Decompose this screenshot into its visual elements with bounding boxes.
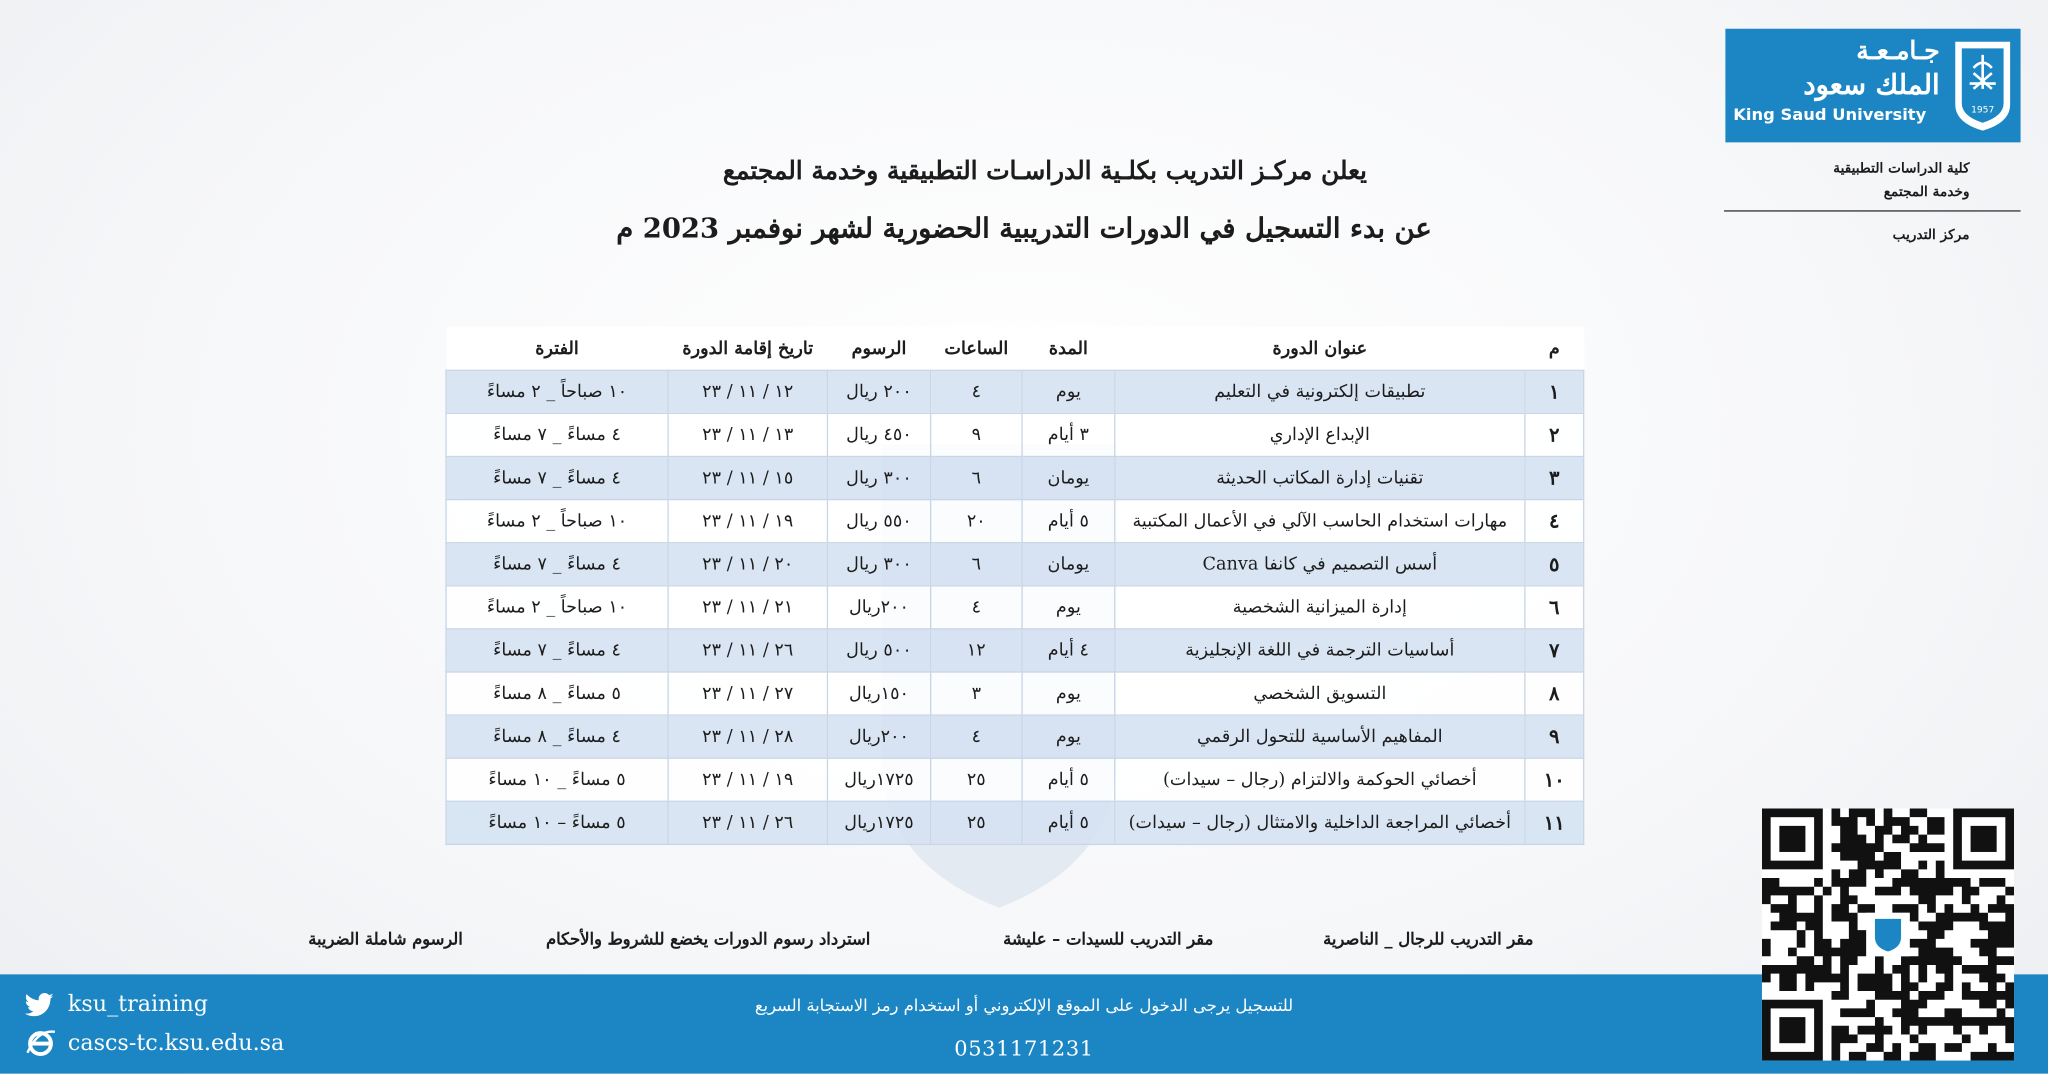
emblem-year: 1957: [1971, 105, 1995, 116]
cell-duration: ٤ أيام: [1022, 629, 1115, 672]
cell-fee: ٢٠٠ ريال: [827, 370, 930, 413]
cell-date: ١٩ / ١١ / ٢٣: [668, 758, 827, 801]
cell-fee: ٥٥٠ ريال: [827, 500, 930, 543]
cell-title: مهارات استخدام الحاسب الآلي في الأعمال المكتبية: [1115, 500, 1525, 543]
cell-title: التسويق الشخصي: [1115, 672, 1525, 715]
header-date: تاريخ إقامة الدورة: [668, 327, 827, 371]
twitter-icon: [24, 993, 55, 1019]
refund-note: استرداد رسوم الدورات يخضع للشروط والأحكام: [545, 928, 871, 949]
cell-num: ٩: [1525, 715, 1584, 758]
cell-num: ٢: [1525, 413, 1584, 456]
cell-duration: ٥ أيام: [1022, 500, 1115, 543]
cell-period: ٤ مساءً _ ٧ مساءً: [446, 629, 668, 672]
announcement-title: يعلن مركـز التدريب بكلـية الدراسـات التطبيقية وخدمة المجتمع: [722, 156, 1367, 186]
cell-date: ٢٦ / ١١ / ٢٣: [668, 801, 827, 844]
cell-title: المفاهيم الأساسية للتحول الرقمي: [1115, 715, 1525, 758]
header-fee: الرسوم: [827, 327, 930, 371]
cell-period: ٥ مساءً – ١٠ مساءً: [446, 801, 668, 844]
tax-note: الرسوم شاملة الضريبة: [308, 928, 463, 949]
cell-date: ٢٧ / ١١ / ٢٣: [668, 672, 827, 715]
cell-duration: يوم: [1022, 370, 1115, 413]
cell-fee: ٤٥٠ ريال: [827, 413, 930, 456]
cell-period: ٤ مساءً _ ٧ مساءً: [446, 413, 668, 456]
cell-hours: ٢٠: [931, 500, 1022, 543]
cell-hours: ٣: [931, 672, 1022, 715]
cell-hours: ٢٥: [931, 801, 1022, 844]
cell-period: ٤ مساءً _ ٧ مساءً: [446, 543, 668, 586]
cell-num: ٨: [1525, 672, 1584, 715]
cell-duration: يومان: [1022, 456, 1115, 499]
cell-title: أساسيات الترجمة في اللغة الإنجليزية: [1115, 629, 1525, 672]
cell-fee: ١٥٠ريال: [827, 672, 930, 715]
cell-hours: ٤: [931, 370, 1022, 413]
cell-fee: ٢٠٠ريال: [827, 715, 930, 758]
cell-title: الإبداع الإداري: [1115, 413, 1525, 456]
cell-period: ١٠ صباحاً _ ٢ مساءً: [446, 586, 668, 629]
cell-duration: ٥ أيام: [1022, 801, 1115, 844]
college-line2: وخدمة المجتمع: [1883, 184, 1970, 200]
cell-num: ١: [1525, 370, 1584, 413]
cell-hours: ٤: [931, 715, 1022, 758]
cell-hours: ٦: [931, 456, 1022, 499]
cell-duration: يوم: [1022, 586, 1115, 629]
cell-num: ٦: [1525, 586, 1584, 629]
cell-duration: ٣ أيام: [1022, 413, 1115, 456]
table-row: [446, 370, 1584, 413]
table-row: [446, 500, 1584, 543]
header-title: عنوان الدورة: [1115, 327, 1525, 371]
college-line1: كلية الدراسات التطبيقية: [1833, 160, 1970, 177]
cell-period: ٤ مساءً _ ٨ مساءً: [446, 715, 668, 758]
cell-hours: ٦: [931, 543, 1022, 586]
table-row: [446, 715, 1584, 758]
cell-hours: ٩: [931, 413, 1022, 456]
cell-date: ٢٦ / ١١ / ٢٣: [668, 629, 827, 672]
cell-title: إدارة الميزانية الشخصية: [1115, 586, 1525, 629]
website-link[interactable]: cascs-tc.ksu.edu.sa: [67, 1030, 285, 1057]
cell-period: ٤ مساءً _ ٧ مساءً: [446, 456, 668, 499]
courses-table: [445, 327, 1584, 846]
men-venue-note: مقر التدريب للرجال _ الناصرية: [1323, 928, 1534, 949]
table-row: [446, 672, 1584, 715]
logo-arabic-line2: الملك سعود: [1803, 67, 1940, 101]
header-num: م: [1525, 327, 1584, 371]
cell-fee: ١٧٢٥ريال: [827, 801, 930, 844]
table-row: [446, 543, 1584, 586]
logo-english-name: King Saud University: [1733, 104, 1927, 125]
cell-num: ١١: [1525, 801, 1584, 844]
cell-date: ١٩ / ١١ / ٢٣: [668, 500, 827, 543]
women-venue-note: مقر التدريب للسيدات – عليشة: [1003, 928, 1214, 949]
cell-duration: يوم: [1022, 715, 1115, 758]
cell-title: أخصائي المراجعة الداخلية والامتثال (رجال – سيدات): [1115, 801, 1525, 844]
table-row: [446, 758, 1584, 801]
cell-fee: ٣٠٠ ريال: [827, 456, 930, 499]
cell-title: تطبيقات إلكترونية في التعليم: [1115, 370, 1525, 413]
cell-date: ١٥ / ١١ / ٢٣: [668, 456, 827, 499]
table-header-row: [446, 327, 1584, 371]
cell-hours: ٤: [931, 586, 1022, 629]
cell-hours: ٢٥: [931, 758, 1022, 801]
table-row: [446, 629, 1584, 672]
cell-fee: ٥٠٠ ريال: [827, 629, 930, 672]
cell-duration: يوم: [1022, 672, 1115, 715]
header-hours: الساعات: [931, 327, 1022, 371]
table-row: [446, 801, 1584, 844]
cell-period: ٥ مساءً _ ١٠ مساءً: [446, 758, 668, 801]
cell-fee: ٢٠٠ريال: [827, 586, 930, 629]
announcement-subtitle: عن بدء التسجيل في الدورات التدريبية الحضورية لشهر نوفمبر 2023 م: [616, 211, 1432, 245]
table-row: [446, 456, 1584, 499]
registration-instructions: للتسجيل يرجى الدخول على الموقع الإلكتروني أو استخدام رمز الاستجابة السريع: [754, 995, 1294, 1015]
cell-duration: يومان: [1022, 543, 1115, 586]
cell-duration: ٥ أيام: [1022, 758, 1115, 801]
browser-icon: [25, 1027, 56, 1058]
university-logo: [1725, 29, 2020, 143]
header-duration: المدة: [1022, 327, 1115, 371]
cell-period: ١٠ صباحاً _ ٢ مساءً: [446, 370, 668, 413]
cell-title: تقنيات إدارة المكاتب الحديثة: [1115, 456, 1525, 499]
cell-hours: ١٢: [931, 629, 1022, 672]
qr-code-icon[interactable]: [1762, 808, 2014, 1060]
university-emblem-icon: [1950, 37, 2015, 134]
cell-date: ١٣ / ١١ / ٢٣: [668, 413, 827, 456]
cell-date: ١٢ / ١١ / ٢٣: [668, 370, 827, 413]
cell-date: ٢١ / ١١ / ٢٣: [668, 586, 827, 629]
cell-num: ٥: [1525, 543, 1584, 586]
table-body: [446, 370, 1584, 844]
cell-period: ٥ مساءً _ ٨ مساءً: [446, 672, 668, 715]
cell-fee: ١٧٢٥ريال: [827, 758, 930, 801]
cell-num: ٣: [1525, 456, 1584, 499]
cell-fee: ٣٠٠ ريال: [827, 543, 930, 586]
cell-date: ٢٠ / ١١ / ٢٣: [668, 543, 827, 586]
cell-num: ١٠: [1525, 758, 1584, 801]
cell-num: ٤: [1525, 500, 1584, 543]
training-center-label: مركز التدريب: [1892, 227, 1970, 243]
header-period: الفترة: [446, 327, 668, 371]
cell-title: أسس التصميم في كانفا Canva: [1115, 543, 1525, 586]
table-row: [446, 586, 1584, 629]
twitter-handle[interactable]: ksu_training: [67, 991, 208, 1018]
cell-num: ٧: [1525, 629, 1584, 672]
cell-date: ٢٨ / ١١ / ٢٣: [668, 715, 827, 758]
cell-period: ١٠ صباحاً _ ٢ مساءً: [446, 500, 668, 543]
logo-arabic-line1: جـامـعـة: [1856, 36, 1940, 66]
cell-title: أخصائي الحوكمة والالتزام (رجال – سيدات): [1115, 758, 1525, 801]
contact-phone[interactable]: 0531171231: [954, 1035, 1094, 1061]
table-row: [446, 413, 1584, 456]
